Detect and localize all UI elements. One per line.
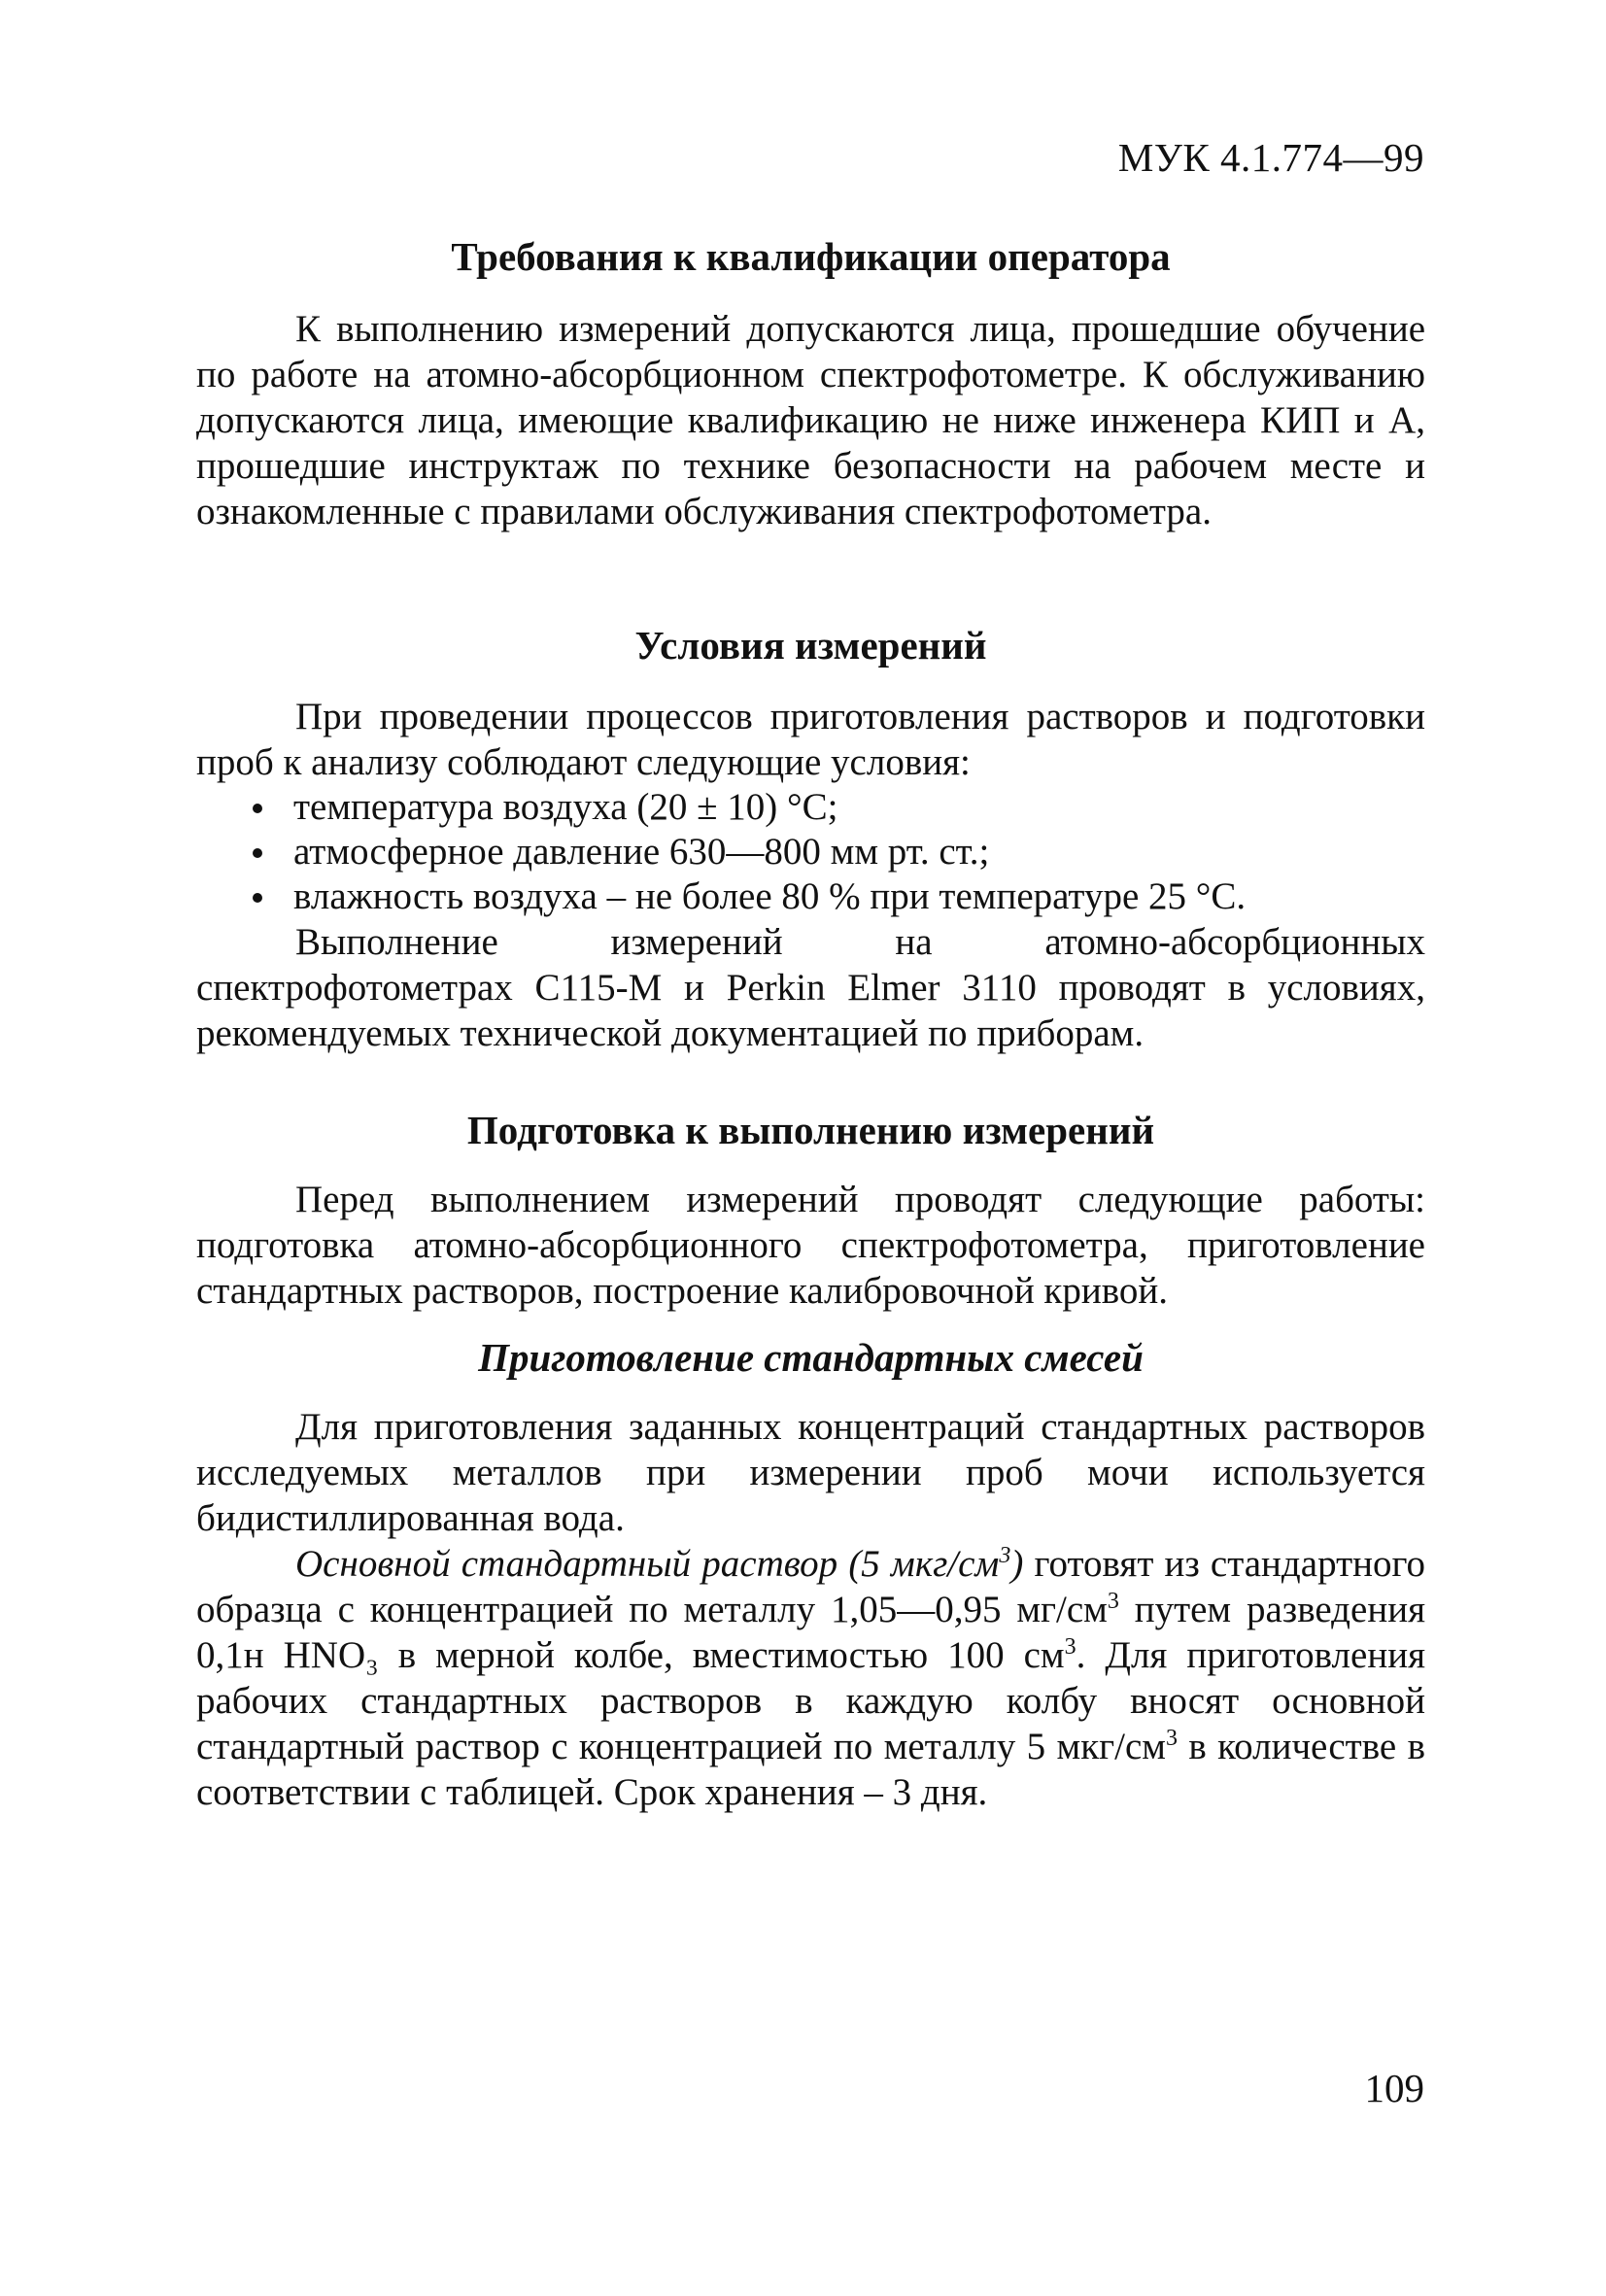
document-code: МУК 4.1.774—99 <box>1117 135 1424 180</box>
italic-term <box>295 1543 1023 1585</box>
superscript: 3 <box>1107 1589 1119 1614</box>
conditions-list <box>196 785 1425 919</box>
bullet-icon <box>253 848 262 858</box>
list-item <box>196 785 1425 830</box>
section-title: Требования к квалификации оператора <box>451 234 1171 279</box>
superscript: 3 <box>999 1543 1011 1568</box>
paragraph-text: в количестве в соответствии с таблицей. Срок хранения – 3 дня. <box>196 1726 1425 1813</box>
paragraph: При проведении процессов приготовления растворов и подготовки проб к анализу соблюдают следующие условия: <box>196 696 1425 783</box>
list-item <box>196 874 1425 919</box>
list-item <box>196 830 1425 874</box>
paragraph-text: путем разведения 0,1н HNO₃ в мерной колбе, вместимостью 100 см <box>196 1589 1426 1676</box>
list-item-text: влажность воздуха – не более 80 % при температуре 25 °С. <box>293 875 1247 917</box>
paragraph: Выполнение измерений на атомно-абсорбционных спектрофотометрах С115-М и Perkin Elmer 3110 проводят в условиях, рекомендуемых технической документацией по приборам. <box>196 921 1425 1054</box>
paragraph-text: . Для приготовления рабочих стандартных растворов в каждую колбу вносят основной стандартный раствор с концентрацией по металлу 5 мкг/см <box>196 1634 1426 1767</box>
bullet-icon <box>253 804 262 813</box>
list-item-text: температура воздуха (20 ± 10) °С; <box>293 786 838 828</box>
list-item-text: атмосферное давление 630—800 мм рт. ст.; <box>293 831 990 873</box>
section-measurement-conditions <box>196 620 1425 1056</box>
italic-text: ) <box>1010 1543 1024 1585</box>
superscript: 3 <box>1165 1726 1178 1751</box>
bullet-icon <box>253 893 262 903</box>
italic-text: Основной стандартный раствор (5 мкг/см <box>295 1543 1000 1585</box>
superscript: 3 <box>1064 1634 1076 1660</box>
subsection-standard-mixtures <box>196 1332 1425 1815</box>
section-operator-qualification <box>196 231 1425 534</box>
section-measurement-preparation <box>196 1105 1425 1314</box>
section-title: Подготовка к выполнению измерений <box>466 1108 1155 1152</box>
paragraph: К выполнению измерений допускаются лица, прошедшие обучение по работе на атомно-абсорбционном спектрофотометре. К обслуживанию допускаются лица, имеющие квалификацию не ниже инженера КИП и А, прошедшие инструктаж по технике безопасности на рабочем месте и ознакомленные с правилами обслуживания спектрофотометра. <box>196 308 1425 532</box>
paragraph <box>196 1541 1425 1815</box>
paragraph: Для приготовления заданных концентраций стандартных растворов исследуемых металлов при измерении проб мочи используется бидистиллированная вода. <box>196 1406 1425 1539</box>
paragraph: Перед выполнением измерений проводят следующие работы: подготовка атомно-абсорбционного спектрофотометра, приготовление стандартных растворов, построение калибровочной кривой. <box>196 1179 1425 1312</box>
page-number: 109 <box>1364 2066 1424 2110</box>
section-title: Условия измерений <box>634 623 987 668</box>
subsection-title: Приготовление стандартных смесей <box>478 1335 1144 1380</box>
paragraph-text: готовят из стандартного образца с концентрацией по металлу 1,05—0,95 мг/см <box>196 1543 1426 1630</box>
